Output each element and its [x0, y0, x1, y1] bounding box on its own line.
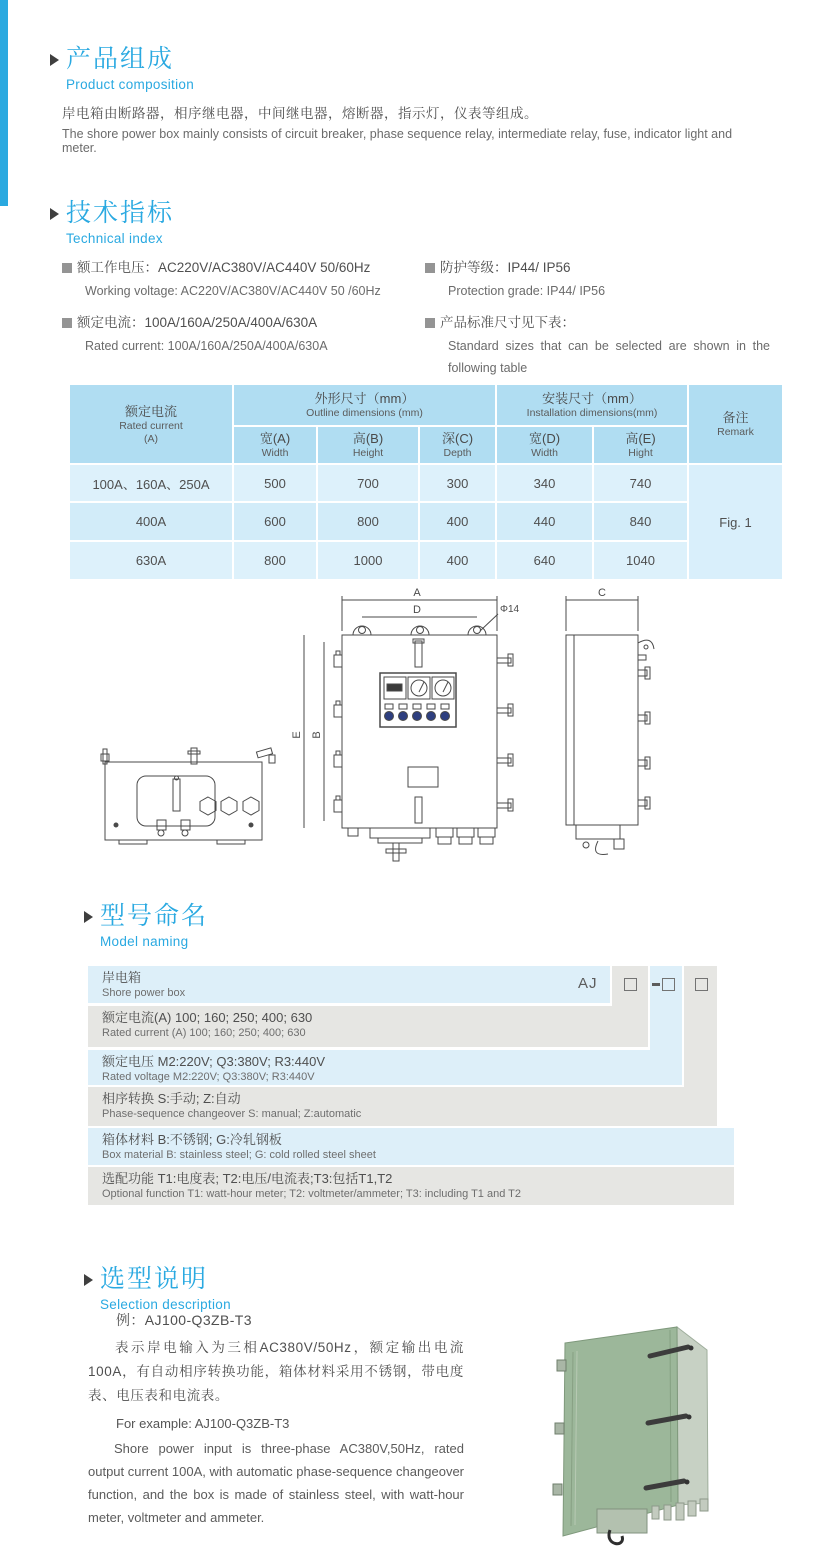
section-title-en: Product composition: [66, 76, 195, 92]
gland-body: [459, 837, 472, 844]
model-row-rated-voltage: [88, 1050, 682, 1085]
header-cn: 备注: [722, 410, 749, 425]
spec-cn-line: [62, 256, 407, 280]
box-outline: [105, 762, 262, 840]
door-handle: [173, 779, 180, 811]
hinge-pin: [336, 751, 340, 755]
hinge-pin: [336, 701, 340, 705]
bottom-glands: [436, 828, 495, 844]
subheader-cn: 高(B): [352, 431, 384, 446]
model-row-en: Optional function T1: watt-hour meter; T2: voltmeter/ammeter; T3: including T1 and T2: [102, 1188, 522, 1200]
gland-body: [480, 837, 493, 844]
left-hinges: [334, 651, 342, 812]
indicator-label-plate: [413, 704, 421, 709]
mounting-hole: [359, 627, 366, 634]
header-en: Remark: [717, 426, 754, 438]
model-row-cn: 岸电箱: [102, 970, 142, 985]
model-row-rated-current: [88, 1006, 648, 1047]
indicator-lights: [385, 704, 450, 721]
section-title-en: Selection description: [100, 1296, 231, 1312]
header-en: Installation dimensions(mm): [526, 407, 658, 419]
section-header-composition: [50, 46, 194, 92]
model-row-box-material: [88, 1128, 734, 1165]
box-outline: [566, 635, 638, 825]
code-placeholder-box: [662, 978, 675, 991]
screw-dot: [114, 823, 118, 827]
cell-current: 400A: [70, 503, 232, 540]
gland-top: [457, 828, 474, 837]
cell-a: 500: [234, 465, 316, 501]
model-row-cn: 选配功能 T1:电度表; T2:电压/电流表;T3:包括T1,T2: [102, 1171, 393, 1186]
cell-b: 1000: [318, 542, 418, 579]
dim-label-a: A: [413, 587, 421, 599]
selection-example-cn: 例：AJ100-Q3ZB-T3: [116, 1312, 252, 1328]
model-row-shore-power-box: [88, 966, 610, 1003]
screw-dot: [249, 823, 253, 827]
hinge-pin: [336, 796, 340, 800]
meter-panel: [380, 673, 456, 727]
cell-a: 600: [234, 503, 316, 540]
cell-d: 640: [497, 542, 592, 579]
gland-body: [438, 837, 451, 844]
model-row-cn: 额定电流(A) 100; 160; 250; 400; 630: [102, 1010, 313, 1025]
spec-cn-line: [62, 311, 407, 335]
spec-cn-text: 产品标准尺寸见下表：: [440, 315, 575, 330]
latch-bolt: [687, 1415, 692, 1420]
composition-body-en: The shore power box mainly consists of circuit breaker, phase sequence relay, intermediate relay, fuse, indicator light and meter.: [62, 127, 733, 155]
clamp: [181, 820, 190, 830]
col-header-remark: [689, 385, 782, 463]
model-row-phase-changeover: [88, 1087, 717, 1126]
cell-current: 100A、160A、250A: [70, 465, 232, 501]
latch: [638, 655, 646, 660]
page-accent-bar: [0, 0, 8, 206]
clamp-foot: [158, 830, 164, 836]
bottom-hook: [596, 841, 608, 854]
specs-right-column: [425, 256, 773, 388]
section-header-technical: [50, 200, 174, 246]
technical-drawings: [85, 585, 745, 885]
subheader-cn: 高(E): [625, 431, 656, 446]
model-row-optional-function: [88, 1167, 734, 1205]
spec-en-text: Rated current: 100A/160A/250A/400A/630A: [85, 339, 328, 353]
code-dash: [652, 983, 660, 986]
cell-c: 400: [420, 503, 495, 540]
indicator-light: [441, 712, 450, 721]
gland-top: [478, 828, 495, 837]
subcol-height-b: [318, 427, 418, 463]
section-arrow-icon: [50, 208, 59, 220]
latch: [497, 708, 511, 713]
hinge: [555, 1423, 564, 1434]
spec-en-text: Standard sizes that can be selected are shown in the following table: [448, 339, 770, 375]
subheader-en: Width: [531, 447, 558, 459]
model-naming-diagram: [88, 966, 734, 1206]
gland-body: [614, 839, 624, 849]
model-row-cn: 相序转换 S:手动; Z:自动: [102, 1091, 241, 1106]
front-view-drawing: [291, 587, 520, 861]
spec-cn-text: 防护等级：IP44/ IP56: [440, 260, 571, 275]
hinge-left: [101, 754, 109, 761]
subheader-cn: 宽(A): [259, 431, 291, 446]
model-row-cn: 额定电压 M2:220V; Q3:380V; R3:440V: [102, 1054, 326, 1069]
col-header-installation: [497, 385, 687, 425]
bolt-crossbar: [386, 849, 406, 853]
foot: [119, 840, 147, 844]
hinge: [553, 1484, 562, 1495]
foot: [217, 840, 245, 844]
model-row-en: Phase-sequence changeover S: manual; Z:automatic: [102, 1108, 362, 1120]
header-cn: 额定电流: [124, 403, 177, 419]
hinge: [334, 755, 342, 767]
gland: [688, 1501, 696, 1516]
right-latches: [497, 654, 513, 811]
subheader-en: Width: [261, 447, 289, 459]
spec-bullet-icon: [62, 318, 72, 328]
specs-left-column: [62, 256, 407, 366]
bracket-base: [378, 838, 422, 843]
header-en: Rated current: [119, 419, 183, 432]
hinge: [334, 800, 342, 812]
latch: [497, 803, 511, 808]
cell-b: 800: [318, 503, 418, 540]
col-header-outline: [234, 385, 495, 425]
mounting-hole: [417, 627, 424, 634]
model-code-prefix: AJ: [578, 975, 598, 992]
corner-tab: [348, 828, 358, 836]
cell-e: 840: [594, 503, 687, 540]
table-row: [70, 542, 782, 579]
selection-body-en: Shore power input is three-phase AC380V,50Hz, rated output current 100A, with automatic phase-sequence changeover function, and the box is made of stainless steel, with watt-hour meter, voltmeter and ammeter.: [88, 1441, 464, 1525]
latch: [497, 758, 511, 763]
gauge-needle: [419, 682, 424, 692]
dim-label-hole: Φ14: [500, 604, 520, 615]
cell-e: 740: [594, 465, 687, 501]
subheader-cn: 深(C): [441, 431, 474, 446]
cell-d: 440: [497, 503, 592, 540]
hinge: [334, 705, 342, 717]
side-latches: [638, 667, 650, 809]
section-title-cn: 产品组成: [66, 45, 175, 73]
spec-working-voltage: [62, 256, 407, 302]
dimensions-table: [68, 383, 784, 581]
latch-bolt: [689, 1346, 694, 1351]
cable-gland-hex: [221, 797, 237, 815]
indicator-label-plate: [427, 704, 435, 709]
model-row-en: Rated current (A) 100; 160; 250; 400; 630: [102, 1027, 306, 1039]
header-cn: 外形尺寸（mm）: [314, 391, 415, 406]
gland: [664, 1505, 671, 1520]
subcol-depth-c: [420, 427, 495, 463]
cable-gland-hex: [243, 797, 259, 815]
cell-e: 1040: [594, 542, 687, 579]
latch-bolt: [685, 1480, 690, 1485]
cell-c: 300: [420, 465, 495, 501]
section-arrow-icon: [50, 54, 59, 66]
dim-label-e: E: [291, 731, 303, 739]
spec-protection-grade: [425, 256, 773, 302]
spec-rated-current: [62, 311, 407, 357]
latch: [497, 658, 511, 663]
cable-gland-hex: [200, 797, 216, 815]
model-row-en: Box material B: stainless steel; G: cold rolled steel sheet: [102, 1149, 376, 1161]
selection-example-en: For example: AJ100-Q3ZB-T3: [116, 1416, 290, 1431]
section-title-en: Technical index: [66, 230, 163, 246]
subheader-en: Depth: [443, 447, 472, 459]
gauge-dial: [435, 680, 451, 696]
indicator-light: [413, 712, 422, 721]
model-row-en: Rated voltage M2:220V; Q3:380V; R3:440V: [102, 1071, 315, 1083]
mounting-hole: [474, 627, 481, 634]
section-title-cn: 型号命名: [100, 902, 209, 930]
indicator-light: [427, 712, 436, 721]
gland: [676, 1503, 684, 1520]
dim-label-c: C: [598, 587, 606, 599]
spec-cn-text: 额工作电压：AC220V/AC380V/AC440V 50/60Hz: [77, 260, 371, 275]
col-header-rated-current: [70, 385, 232, 463]
selection-text-block: [88, 1310, 464, 1529]
box-front-face: [563, 1327, 678, 1536]
model-row-en: Shore power box: [102, 987, 186, 999]
model-row-cn: 箱体材料 B:不锈钢; G:冷轧钢板: [102, 1132, 282, 1147]
dim-label-b: B: [311, 731, 323, 739]
bottom-handle: [415, 797, 422, 823]
latch: [638, 715, 647, 721]
latch-top-right-body: [269, 755, 275, 763]
section-title-cn: 技术指标: [66, 199, 175, 227]
table-row: [70, 465, 782, 501]
code-placeholder-box: [624, 978, 637, 991]
product-photo: [540, 1290, 830, 1568]
spec-en-text: Protection grade: IP44/ IP56: [448, 284, 606, 298]
bottom-pedestal: [597, 1509, 647, 1533]
latch: [638, 670, 647, 676]
header-unit: (A): [144, 432, 158, 445]
door-gasket: [137, 776, 215, 826]
gauge-needle: [443, 682, 448, 692]
cell-d: 340: [497, 465, 592, 501]
code-placeholder-box: [695, 978, 708, 991]
indicator-light: [385, 712, 394, 721]
latch: [638, 800, 647, 806]
cell-current: 630A: [70, 542, 232, 579]
nameplate: [408, 767, 438, 787]
spec-bullet-icon: [425, 318, 435, 328]
indicator-label-plate: [385, 704, 393, 709]
spec-en-text: Working voltage: AC220V/AC380V/AC440V 50 /60Hz: [85, 284, 381, 298]
spec-cn-text: 额定电流：100A/160A/250A/400A/630A: [77, 315, 318, 330]
bottom-view-drawing: [101, 748, 275, 844]
side-view-drawing: [566, 587, 654, 854]
dim-label-d: D: [413, 604, 421, 616]
cell-c: 400: [420, 542, 495, 579]
top-handle: [415, 641, 422, 667]
digital-display: [387, 684, 402, 691]
subcol-width-d: [497, 427, 592, 463]
handle-pin-bar: [188, 751, 200, 754]
composition-body-cn: 岸电箱由断路器，相序继电器，中间继电器，熔断器，指示灯，仪表等组成。: [62, 106, 538, 121]
spec-cn-line: [425, 256, 773, 280]
clamp-foot: [182, 830, 188, 836]
spec-standard-sizes: [425, 311, 773, 379]
table-row: [70, 503, 782, 540]
selection-body-cn: 表示岸电输入为三相AC380V/50Hz，额定输出电流100A，有自动相序转换功能，箱体材料采用不锈钢，带电度表、电压表和电流表。: [88, 1340, 464, 1403]
indicator-label-plate: [399, 704, 407, 709]
bottom-bracket: [370, 828, 430, 838]
latch-top-right: [256, 748, 272, 758]
spec-bullet-icon: [62, 263, 72, 273]
subcol-width-a: [234, 427, 316, 463]
box-outline: [342, 635, 497, 828]
bracket-bolt: [393, 843, 399, 861]
gland: [700, 1499, 708, 1511]
gland: [583, 842, 589, 848]
gauge-dial: [411, 680, 427, 696]
spec-cn-line: [425, 311, 773, 335]
indicator-label-plate: [441, 704, 449, 709]
hinge-pin: [336, 651, 340, 655]
header-en: Outline dimensions (mm): [306, 407, 423, 419]
section-header-selection: [84, 1266, 231, 1312]
indicator-light: [399, 712, 408, 721]
hook-pin: [644, 645, 648, 649]
section-arrow-icon: [84, 1274, 93, 1286]
header-cn: 安装尺寸（mm）: [542, 391, 642, 406]
cell-remark: Fig. 1: [689, 465, 782, 579]
latch: [638, 760, 647, 766]
hinge: [557, 1360, 566, 1371]
gland: [652, 1506, 659, 1519]
subcol-height-e: [594, 427, 687, 463]
bottom-pedestal: [576, 825, 620, 839]
subheader-en: Height: [352, 447, 384, 459]
section-title-cn: 选型说明: [100, 1265, 209, 1293]
clamp: [157, 820, 166, 830]
spec-bullet-icon: [425, 263, 435, 273]
subheader-en: Hight: [628, 447, 653, 459]
hinge: [334, 655, 342, 667]
section-title-en: Model naming: [100, 933, 189, 949]
gland-top: [436, 828, 453, 837]
section-arrow-icon: [84, 911, 93, 923]
cell-a: 800: [234, 542, 316, 579]
cell-b: 700: [318, 465, 418, 501]
subheader-cn: 宽(D): [528, 431, 561, 446]
section-header-model: [84, 903, 208, 949]
